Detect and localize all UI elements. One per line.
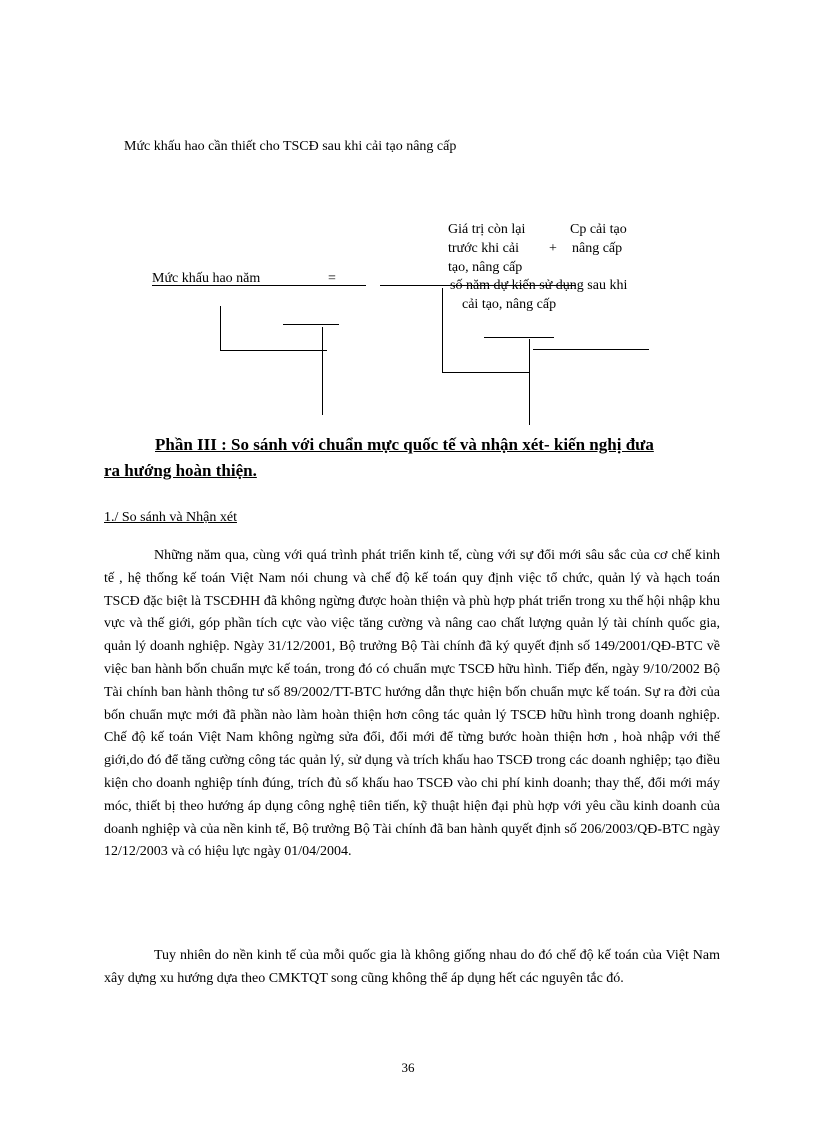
section-heading: [104, 432, 744, 484]
section-heading-line-1: Phần III : So sánh với chuẩn mực quốc tế và nhận xét- kiến nghị đưa: [155, 435, 654, 454]
paragraph-1: Những năm qua, cùng với quá trình phát triển kinh tế, cùng với sự đổi mới sâu sắc của cơ chế kinh tế , hệ thống kế toán Việt Nam nói chung và chế độ kế toán quy định việc tổ chức, quản lý và hạch toán TSCĐ đặc biệt là TSCĐHH đã không ngừng được hoàn thiện và phù hợp phát triển trong xu thế hội nhập khu vực và thế giới, góp phần tích cực vào việc tăng cường và nâng cao chất lượng quản lý tài chính quốc gia, quản lý doanh nghiệp. Ngày 31/12/2001, Bộ trưởng Bộ Tài chính đã ký quyết định số 149/2001/QĐ-BTC về việc ban hành bốn chuẩn mực kế toán, trong đó có chuẩn mực TSCĐ hữu hình. Tiếp đến, ngày 9/10/2002 Bộ Tài chính ban hành thông tư số 89/2002/TT-BTC hướng dẫn thực hiện bốn chuẩn mực kế toán. Sự ra đời của bốn chuẩn mực mới đã phần nào làm hoàn thiện hơn công tác quản lý TSCĐ hữu hình trong doanh nghiệp. Chế độ kế toán Việt Nam không ngừng sửa đổi, đổi mới để từng bước hoàn thiện hơn , hoà nhập với thế giới,do đó để tăng cường công tác quản lý, sử dụng và trích khấu hao TSCĐ trong các doanh nghiệp; tạo điều kiện cho doanh nghiệp tính đúng, trích đủ số khấu hao TSCĐ vào chi phí kinh doanh; thay thế, đổi mới máy móc, thiết bị theo hướng áp dụng công nghệ tiên tiến, kỹ thuật hiện đại phù hợp với yêu cầu kinh doanh của doanh nghiệp và của nền kinh tế, Bộ trưởng Bộ Tài chính đã ban hành quyết định số 206/2003/QĐ-BTC ngày 12/12/2003 và có hiệu lực ngày 01/04/2004.: [104, 548, 720, 860]
page-number: 36: [401, 1060, 415, 1075]
formula-line: [220, 350, 327, 351]
formula-line: [283, 324, 339, 325]
remaining-value-line-3: tạo, nâng cấp: [448, 260, 523, 275]
years-line-2: cải tạo, nâng cấp: [462, 297, 557, 312]
subsection-title: 1./ So sánh và Nhận xét: [104, 510, 237, 525]
formula-equals: =: [328, 271, 336, 286]
fraction-bar: [380, 285, 576, 286]
formula-lhs: Mức khấu hao năm: [152, 271, 261, 286]
intro-line: Mức khấu hao cần thiết cho TSCĐ sau khi cải tạo nâng cấp: [124, 139, 457, 154]
formula-line: [484, 337, 554, 338]
formula-line: [529, 339, 530, 425]
formula-line: [442, 372, 530, 373]
formula-line: [442, 288, 443, 372]
section-heading-line-2: ra hướng hoàn thiện.: [104, 461, 257, 480]
formula-line: [322, 327, 323, 415]
formula-line: [533, 349, 649, 350]
formula-line: [220, 306, 221, 350]
formula-plus: +: [549, 241, 557, 256]
paragraph-2: Tuy nhiên do nền kinh tế của mỗi quốc gia là không giống nhau do đó chế độ kế toán của Việt Nam xây dựng xu hướng dựa theo CMKTQT song cũng không thể áp dụng hết các nguyên tắc đó.: [104, 948, 720, 986]
upgrade-cost-line-2: nâng cấp: [572, 241, 623, 256]
lhs-underline: [152, 285, 366, 286]
upgrade-cost-line-1: Cp cải tạo: [570, 222, 627, 237]
remaining-value-line-1: Giá trị còn lại: [448, 222, 526, 237]
years-line-1: số năm dự kiến sử dụng sau khi: [450, 278, 628, 293]
remaining-value-line-2: trước khi cải: [448, 241, 519, 256]
